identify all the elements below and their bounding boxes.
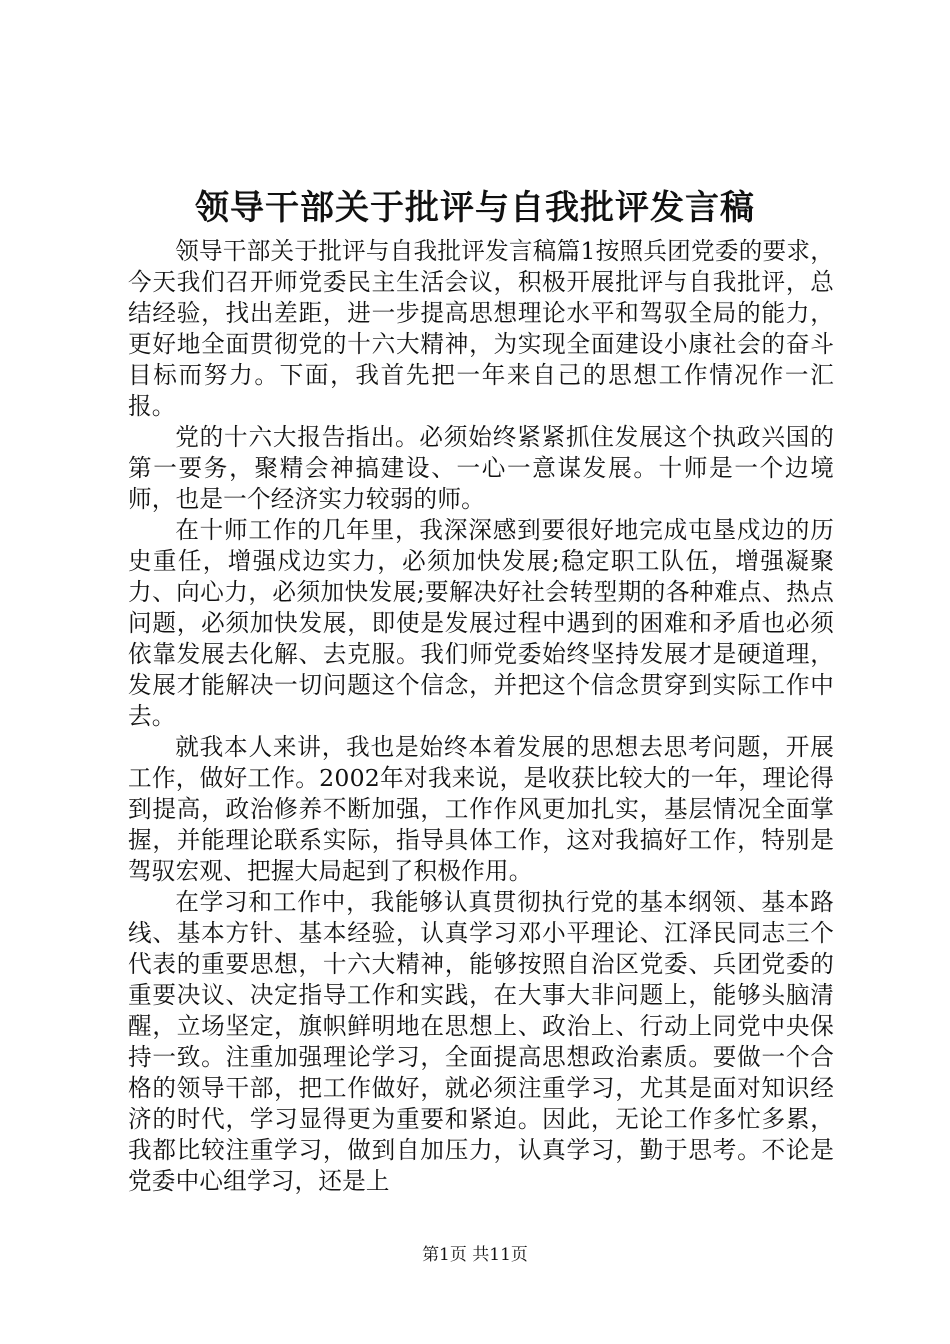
page-number-footer: 第1页 共11页 bbox=[422, 1245, 528, 1265]
document-title: 领导干部关于批评与自我批评发言稿 bbox=[195, 188, 755, 228]
document-body bbox=[128, 236, 834, 1197]
paragraph-4: 就我本人来讲，我也是始终本着发展的思想去思考问题，开展工作，做好工作。2002年对我来说，是收获比较大的一年，理论得到提高，政治修养不断加强，工作作风更加扎实，基层情况全面掌握，并能理论联系实际，指导具体工作，这对我搞好工作，特别是驾驭宏观、把握大局起到了积极作用。 bbox=[128, 733, 834, 885]
paragraph-5: 在学习和工作中，我能够认真贯彻执行党的基本纲领、基本路线、基本方针、基本经验，认真学习邓小平理论、江泽民同志三个代表的重要思想，十六大精神，能够按照自治区党委、兵团党委的重要决议、决定指导工作和实践，在大事大非问题上，能够头脑清醒，立场坚定，旗帜鲜明地在思想上、政治上、行动上同党中央保持一致。注重加强理论学习，全面提高思想政治素质。要做一个合格的领导干部，把工作做好，就必须注重学习，尤其是面对知识经济的时代，学习显得更为重要和紧迫。因此，无论工作多忙多累，我都比较注重学习，做到自加压力，认真学习，勤于思考。不论是党委中心组学习，还是上 bbox=[128, 888, 834, 1195]
paragraph-3: 在十师工作的几年里，我深深感到要很好地完成屯垦戍边的历史重任，增强戍边实力，必须加快发展;稳定职工队伍，增强凝聚力、向心力，必须加快发展;要解决好社会转型期的各种难点、热点问题，必须加快发展，即使是发展过程中遇到的困难和矛盾也必须依靠发展去化解、去克服。我们师党委始终坚持发展才是硬道理，发展才能解决一切问题这个信念，并把这个信念贯穿到实际工作中去。 bbox=[128, 516, 834, 730]
paragraph-2: 党的十六大报告指出。必须始终紧紧抓住发展这个执政兴国的第一要务，聚精会神搞建设、一心一意谋发展。十师是一个边境师，也是一个经济实力较弱的师。 bbox=[128, 423, 834, 513]
paragraph-1: 领导干部关于批评与自我批评发言稿篇1按照兵团党委的要求，今天我们召开师党委民主生活会议，积极开展批评与自我批评，总结经验，找出差距，进一步提高思想理论水平和驾驭全局的能力，更好地全面贯彻党的十六大精神，为实现全面建设小康社会的奋斗目标而努力。下面，我首先把一年来自己的思想工作情况作一汇报。 bbox=[128, 237, 834, 420]
